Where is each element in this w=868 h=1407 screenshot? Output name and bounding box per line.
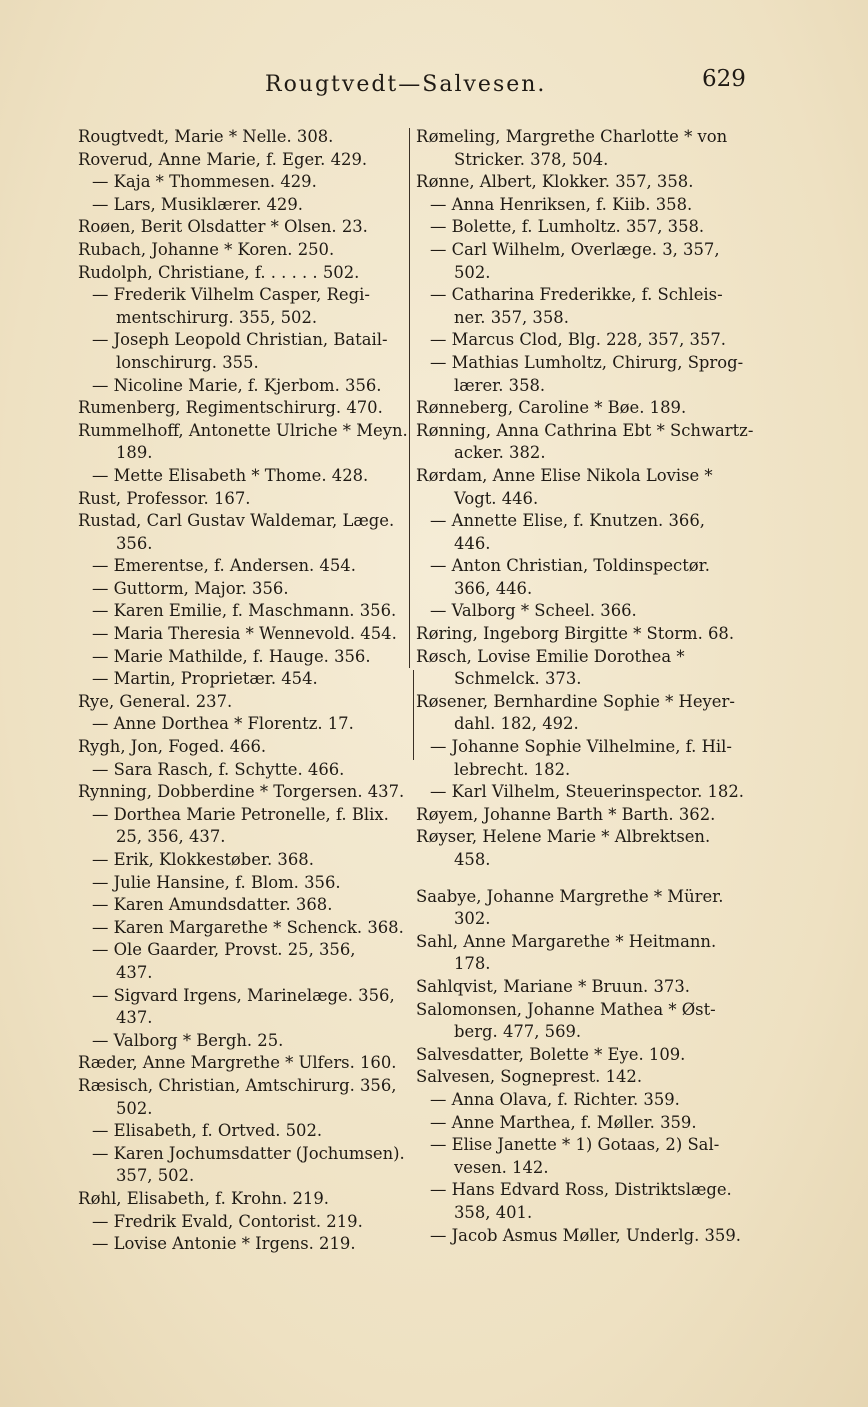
index-entry-continuation: — Maria Theresia * Wennevold. 454. [92,624,397,644]
index-entry-continuation: — Hans Edvard Ross, Distriktslæge. [430,1180,732,1200]
index-column-right [416,126,762,1247]
index-entry: Roverud, Anne Marie, f. Eger. 429. [78,149,368,169]
index-entry-continuation: — Johanne Sophie Vilhelmine, f. Hil- [430,737,732,757]
index-entry-continuation: 437. [116,962,153,982]
index-entry: Rønning, Anna Cathrina Ebt * Schwartz- [416,420,754,440]
index-entry: Røyser, Helene Marie * Albrektsen. [416,827,711,847]
index-entry: Rynning, Dobberdine * Torgersen. 437. [78,782,405,802]
index-entry-continuation: 446. [454,533,491,553]
index-entry-continuation: — Fredrik Evald, Contorist. 219. [92,1211,363,1231]
index-entry-continuation: mentschirurg. 355, 502. [116,307,318,327]
index-entry-continuation: — Anne Marthea, f. Møller. 359. [430,1112,697,1132]
index-entry-continuation: 356. [116,533,153,553]
section-gap [416,872,762,886]
index-entry-continuation: — Catharina Frederikke, f. Schleis- [430,285,723,305]
index-entry-continuation: — Erik, Klokkestøber. 368. [92,850,314,869]
index-entry: Rumenberg, Regimentschirurg. 470. [78,398,383,418]
index-entry-continuation: Stricker. 378, 504. [454,149,609,169]
index-entry-continuation: — Karen Jochumsdatter (Jochumsen). [92,1143,405,1163]
index-entry-continuation: — Mathias Lumholtz, Chirurg, Sprog- [430,352,744,372]
index-entry: Rubach, Johanne * Koren. 250. [78,239,335,259]
index-entry-continuation: 189. [116,443,153,463]
index-entry: Røsener, Bernhardine Sophie * Heyer- [416,691,735,711]
column-divider [409,128,410,668]
index-entry-continuation: Schmelck. 373. [454,669,582,689]
index-entry: Rygh, Jon, Foged. 466. [78,737,267,757]
index-entry-continuation: — Lovise Antonie * Irgens. 219. [92,1234,356,1254]
index-entry-continuation: — Emerentse, f. Andersen. 454. [92,556,356,576]
index-entry-continuation: vesen. 142. [454,1157,549,1177]
index-entry: Ræsisch, Christian, Amtschirurg. 356, [78,1075,397,1095]
index-entry-continuation: 502. [116,1098,153,1118]
index-entry-continuation: — Karl Vilhelm, Steuerinspector. 182. [430,782,744,802]
index-entry-continuation: — Carl Wilhelm, Overlæge. 3, 357, [430,239,720,259]
index-entry: Salvesdatter, Bolette * Eye. 109. [416,1044,686,1064]
index-entry: Rørdam, Anne Elise Nikola Lovise * [416,465,713,485]
index-entry: Rust, Professor. 167. [78,488,251,508]
index-entry-continuation: — Sigvard Irgens, Marinelæge. 356, [92,985,395,1005]
index-entry-continuation: — Frederik Vilhelm Casper, Regi- [92,285,370,305]
index-entry: Røsch, Lovise Emilie Dorothea * [416,646,685,666]
index-entry: Salomonsen, Johanne Mathea * Øst- [416,999,716,1019]
index-entry-continuation: — Anna Olava, f. Richter. 359. [430,1089,680,1109]
index-entry-continuation: 437. [116,1008,153,1028]
index-entry-continuation: berg. 477, 569. [454,1022,582,1042]
index-entry: Rømeling, Margrethe Charlotte * von [416,127,728,146]
index-entry-continuation: — Elise Janette * 1) Gotaas, 2) Sal- [430,1135,720,1155]
index-entry: Røhl, Elisabeth, f. Krohn. 219. [78,1188,329,1208]
index-entry-continuation: — Marcus Clod, Blg. 228, 357, 357. [430,330,727,350]
index-entry-continuation: — Ole Gaarder, Provst. 25, 356, [92,940,356,960]
index-entry-continuation: — Karen Amundsdatter. 368. [92,895,333,915]
index-entry-continuation: 25, 356, 437. [116,827,226,847]
column-divider [413,670,414,760]
index-entry-continuation: — Martin, Proprietær. 454. [92,669,318,689]
index-column-left [78,126,408,1256]
index-entry-continuation: 178. [454,954,491,974]
index-entry-continuation: lebrecht. 182. [454,759,571,779]
index-entry-continuation: 357, 502. [116,1166,195,1186]
index-entry: Rudolph, Christiane, f. . . . . . 502. [78,262,360,282]
index-entry-continuation: — Joseph Leopold Christian, Batail- [92,330,388,350]
index-entry-continuation: 358, 401. [454,1202,533,1222]
index-entry: Rønne, Albert, Klokker. 357, 358. [416,172,694,192]
index-entry-continuation: — Nicoline Marie, f. Kjerbom. 356. [92,375,382,395]
index-entry: Røyem, Johanne Barth * Barth. 362. [416,804,716,824]
index-entry-continuation: 502. [454,262,491,282]
index-entry-continuation: — Julie Hansine, f. Blom. 356. [92,872,341,892]
index-entry-continuation: — Karen Margarethe * Schenck. 368. [92,917,404,937]
index-entry-continuation: — Bolette, f. Lumholtz. 357, 358. [430,217,705,237]
index-entry-continuation: Vogt. 446. [454,488,539,508]
index-entry-continuation: 458. [454,850,491,869]
index-entry-continuation: — Elisabeth, f. Ortved. 502. [92,1121,323,1141]
index-entry-continuation: dahl. 182, 492. [454,714,579,734]
index-entry: Rye, General. 237. [78,691,233,711]
index-entry-continuation: — Valborg * Scheel. 366. [430,601,637,621]
index-entry-continuation: 302. [454,909,491,929]
index-entry: Saabye, Johanne Margrethe * Mürer. [416,886,724,906]
index-entry-continuation: — Guttorm, Major. 356. [92,578,289,598]
index-entry-continuation: — Mette Elisabeth * Thome. 428. [92,465,369,485]
index-entry-continuation: — Jacob Asmus Møller, Underlg. 359. [430,1225,741,1245]
index-entry-continuation: — Karen Emilie, f. Maschmann. 356. [92,601,397,621]
page-title: Rougtvedt—Salvesen. [265,72,547,97]
index-entry-continuation: — Annette Elise, f. Knutzen. 366, [430,511,705,531]
index-entry: Salvesen, Sogneprest. 142. [416,1067,643,1087]
index-entry-continuation: lærer. 358. [454,375,546,395]
index-entry-continuation: — Valborg * Bergh. 25. [92,1030,284,1050]
index-entry-continuation: lonschirurg. 355. [116,352,259,372]
index-entry-continuation: — Anton Christian, Toldinspectør. [430,556,710,576]
index-entry-continuation: 366, 446. [454,578,533,598]
index-entry: Rustad, Carl Gustav Waldemar, Læge. [78,511,395,531]
index-entry-continuation: ner. 357, 358. [454,307,569,327]
index-entry: Rønneberg, Caroline * Bøe. 189. [416,398,687,418]
index-entry: Rougtvedt, Marie * Nelle. 308. [78,127,334,146]
index-entry: Røring, Ingeborg Birgitte * Storm. 68. [416,624,735,644]
index-entry: Rummelhoff, Antonette Ulriche * Meyn. [78,420,408,440]
index-entry: Sahl, Anne Margarethe * Heitmann. [416,931,717,951]
index-entry-continuation: — Anne Dorthea * Florentz. 17. [92,714,354,734]
index-entry: Ræder, Anne Margrethe * Ulfers. 160. [78,1053,397,1073]
index-entry-continuation: — Dorthea Marie Petronelle, f. Blix. [92,804,389,824]
index-entry-continuation: — Marie Mathilde, f. Hauge. 356. [92,646,371,666]
index-entry-continuation: — Sara Rasch, f. Schytte. 466. [92,759,345,779]
index-entry-continuation: acker. 382. [454,443,546,463]
index-entry-continuation: — Kaja * Thommesen. 429. [92,172,317,192]
index-entry-continuation: — Anna Henriksen, f. Kiib. 358. [430,194,693,214]
page-number: 629 [702,66,746,92]
index-entry-continuation: — Lars, Musiklærer. 429. [92,194,303,214]
index-entry: Sahlqvist, Mariane * Bruun. 373. [416,976,690,996]
index-entry: Roøen, Berit Olsdatter * Olsen. 23. [78,217,368,237]
